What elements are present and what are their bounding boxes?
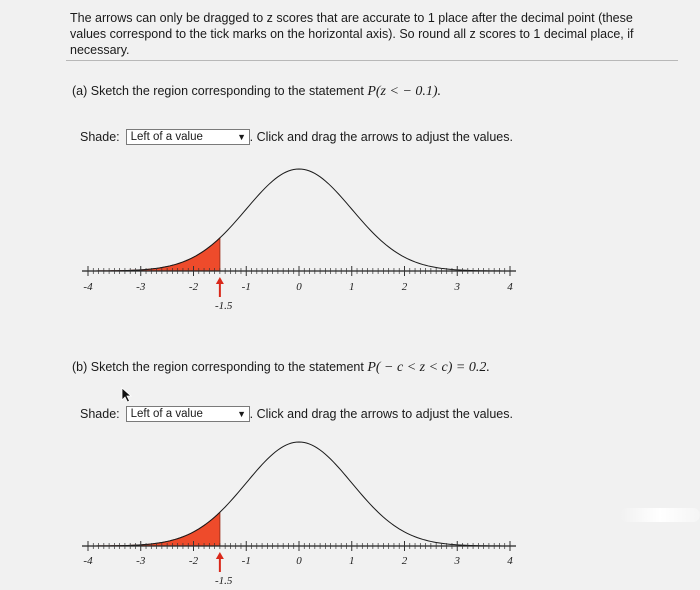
part-b-select-value: Left of a value [130,408,203,420]
tick-label: -2 [188,555,199,567]
part-a-select-value: Left of a value [130,131,203,143]
tick-label: 4 [507,281,513,293]
tick-label: 3 [454,555,460,567]
tick-label: -1 [241,281,251,293]
tick-label: -4 [83,281,93,293]
tick-label: 1 [349,555,355,567]
tick-label: -1 [241,555,251,567]
part-a-arrow-label: -1.5 [215,300,233,312]
tick-label: 4 [507,555,513,567]
tick-label: -3 [136,555,146,567]
instructions-text: The arrows can only be dragged to z scores that are accurate to 1 place after the decimal point (these values correspond to the tick marks on the horizontal axis). So round all z scores to 1 decimal place, if necessary. [70,11,634,57]
part-a-chart [82,169,516,297]
shaded-region [88,512,220,546]
tick-label: 3 [454,281,460,293]
normal-curve [88,169,510,271]
part-a-shade-label: Shade: [80,130,120,144]
part-b-shade-select[interactable] [126,406,250,422]
part-b-question [72,360,490,376]
part-a-statement: P(z < − 0.1). [367,84,442,99]
tick-label: -3 [136,281,146,293]
tick-label: 1 [349,281,355,293]
arrow-head [216,552,224,559]
up-arrow-icon[interactable] [216,277,224,297]
glare [620,508,700,522]
part-a-label: (a) Sketch the region corresponding to the statement [72,84,364,98]
part-b-shade-label: Shade: [80,407,120,421]
part-b-drag-hint: . Click and drag the arrows to adjust the values. [249,407,513,421]
part-b-arrow-label: -1.5 [215,575,233,587]
tick-label: 2 [401,281,408,293]
part-b-shade-row [80,406,513,422]
tick-label: 0 [296,281,302,293]
part-b-label: (b) Sketch the region corresponding to the statement [72,360,364,374]
chevron-down-icon: ▼ [237,132,247,142]
shaded-region [88,238,220,271]
tick-label: 2 [401,555,408,567]
arrow-head [216,277,224,284]
tick-label: 0 [296,555,302,567]
part-b-statement: P( − c < z < c) = 0.2. [367,360,490,375]
normal-curve [88,442,510,546]
part-b-chart [82,442,516,572]
tick-label: -4 [83,555,93,567]
mouse-pointer-icon [122,388,131,402]
up-arrow-icon[interactable] [216,552,224,572]
chevron-down-icon: ▼ [237,409,247,419]
part-a-drag-hint: . Click and drag the arrows to adjust the values. [249,130,513,144]
tick-label: -2 [188,281,199,293]
